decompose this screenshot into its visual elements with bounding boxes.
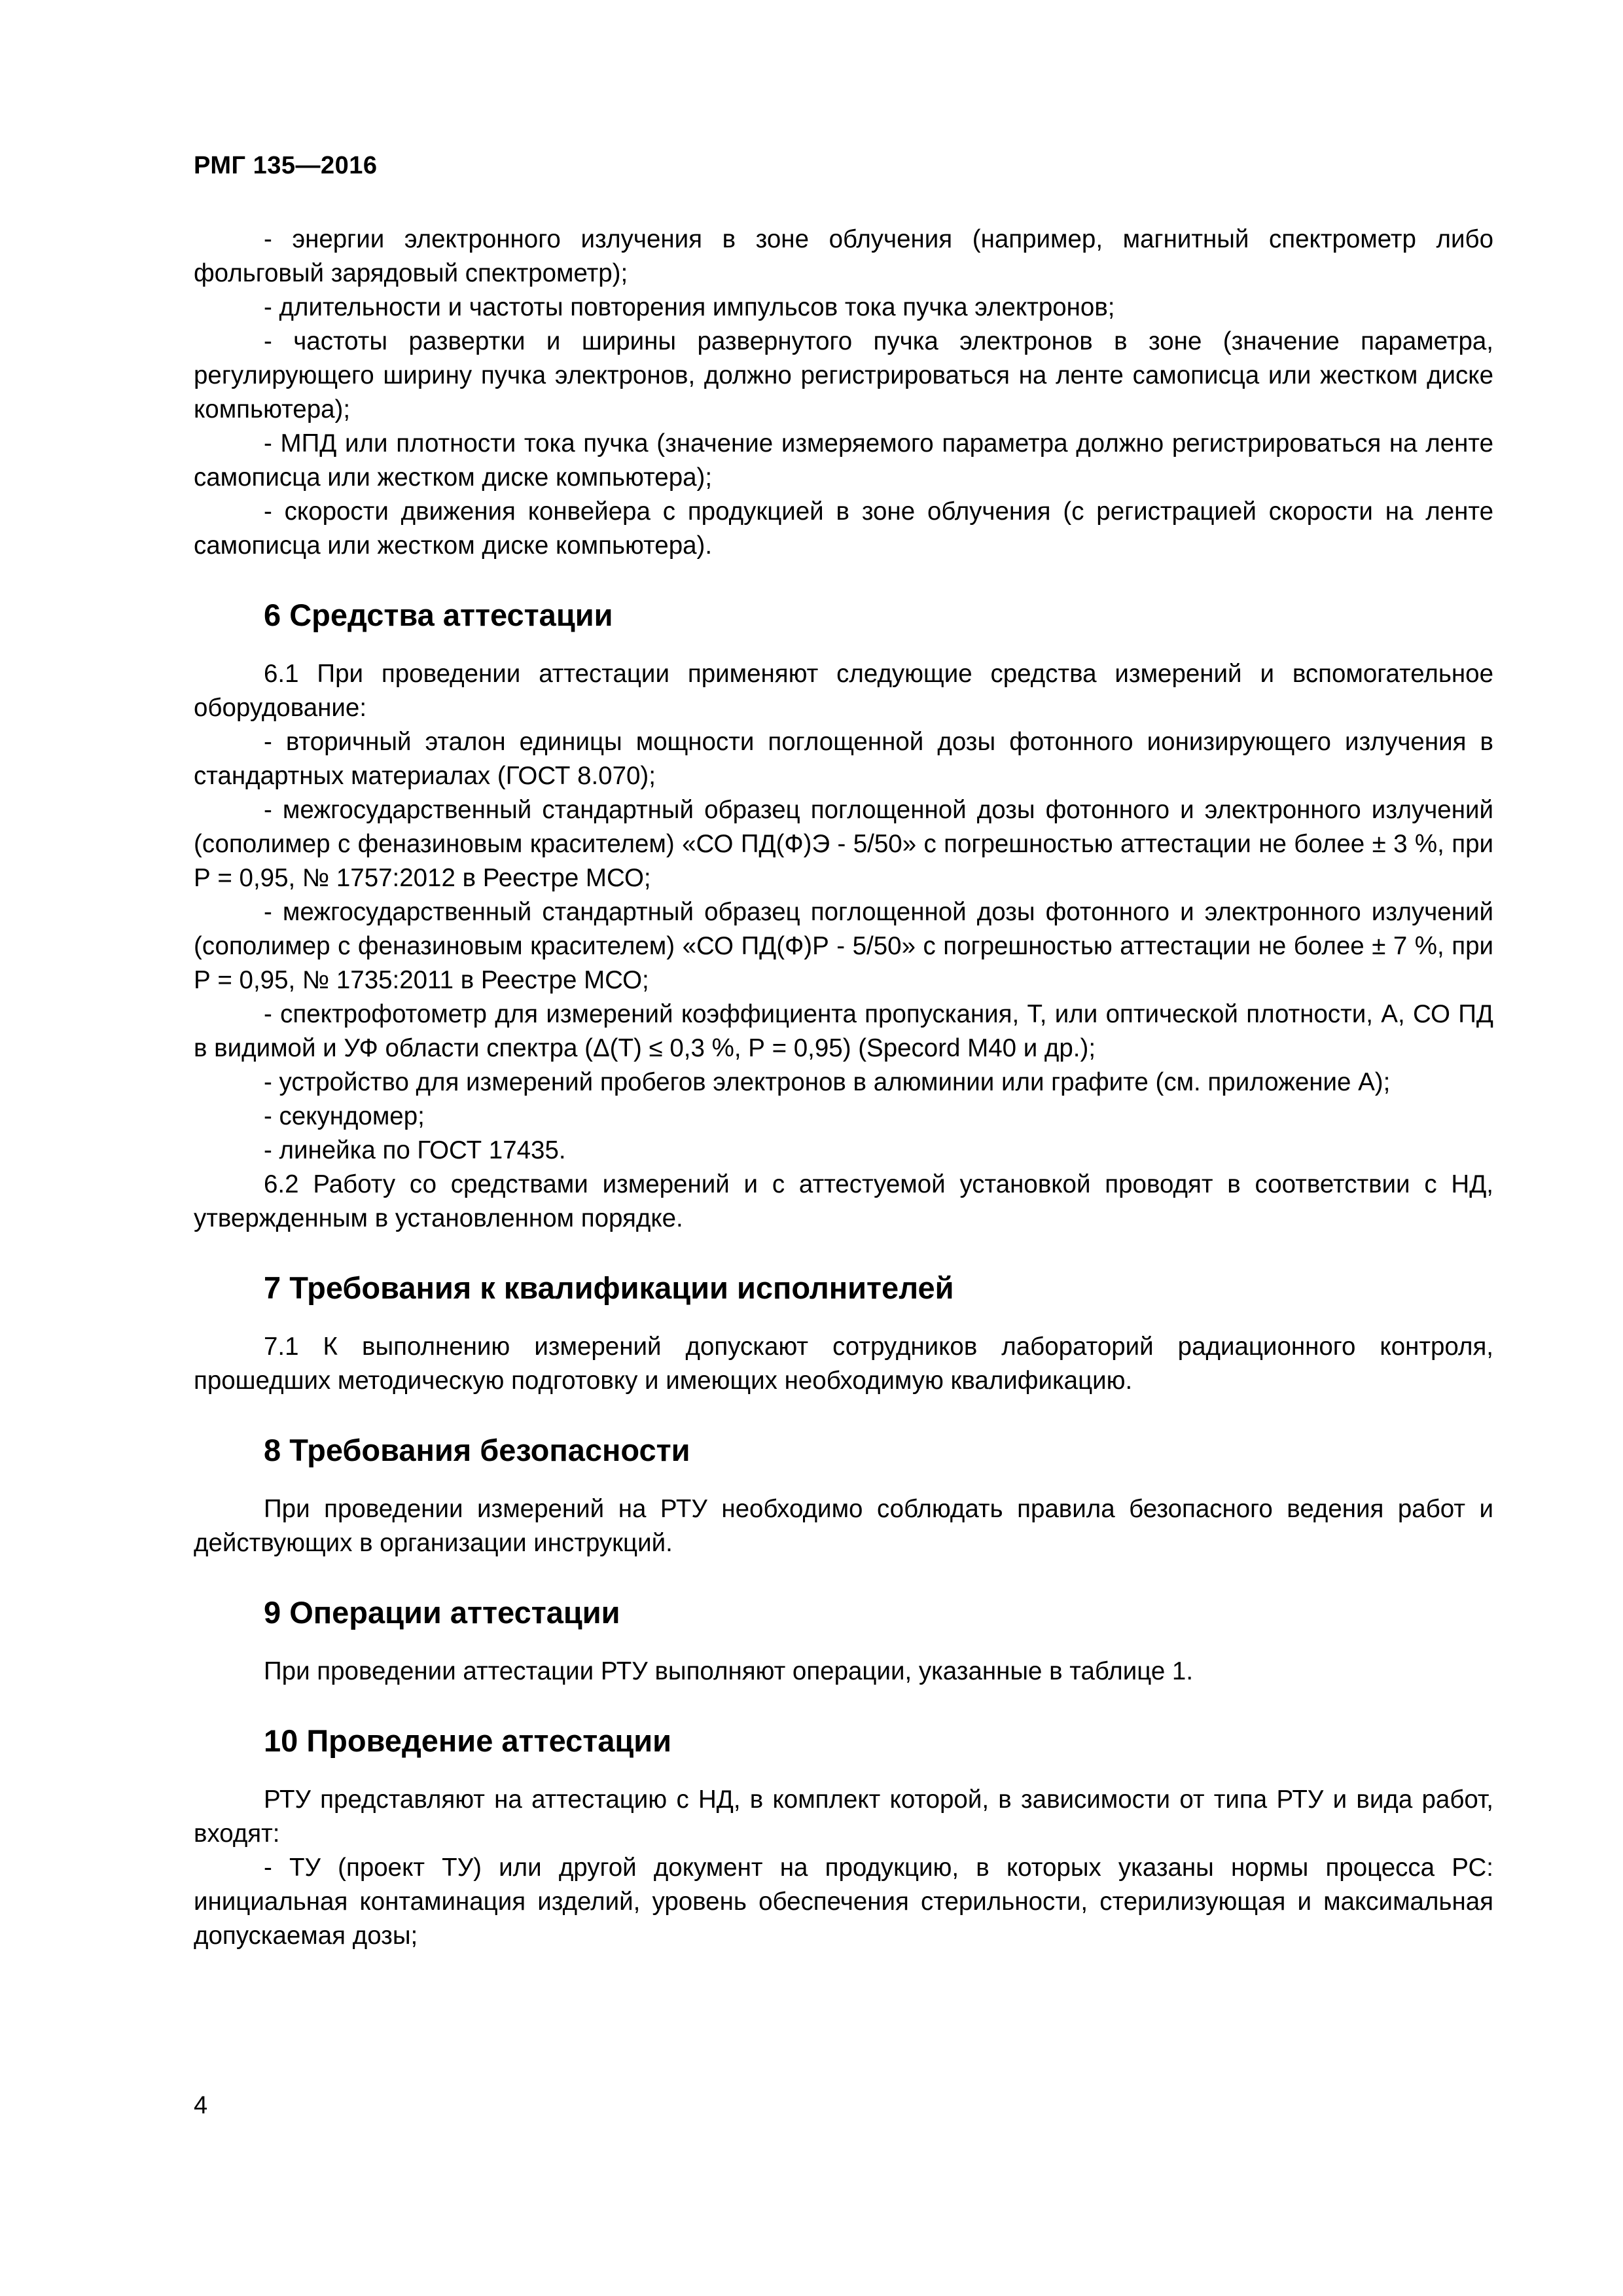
intro-item: - длительности и частоты повторения импульсов тока пучка электронов; xyxy=(264,293,1115,321)
section-10-heading: 10 Проведение аттестации xyxy=(264,1723,672,1758)
section-6-heading: 6 Средства аттестации xyxy=(264,598,613,632)
section-6-paragraph: - межгосударственный стандартный образец поглощенной дозы фотонного и электронного излучений (сополимер с феназиновым красителем) «СО ПД(Ф)Э - 5/50» с погрешностью аттестации не более ± 3 %, при Р = 0,95, № 1757:2012 в Реестре МСО; xyxy=(194,796,1493,892)
section-8-paragraph: При проведении измерений на РТУ необходимо соблюдать правила безопасного ведения работ и действующих в организации инструкций. xyxy=(194,1495,1493,1557)
section-6-paragraph: - секундомер; xyxy=(264,1102,425,1130)
section-6-paragraph: - вторичный эталон единицы мощности поглощенной дозы фотонного ионизирующего излучения в стандартных материалах (ГОСТ 8.070); xyxy=(194,728,1493,790)
section-6-paragraph: - межгосударственный стандартный образец поглощенной дозы фотонного и электронного излучений (сополимер с феназиновым красителем) «СО ПД(Ф)Р - 5/50» с погрешностью аттестации не более ± 7 %, при Р = 0,95, № 1735:2011 в Реестре МСО; xyxy=(194,898,1493,994)
section-10-paragraph: - ТУ (проект ТУ) или другой документ на продукцию, в которых указаны нормы процесса РС: инициальная контаминация изделий, уровень обеспечения стерильности, стерилизующая и максимальная допускаемая дозы; xyxy=(194,1854,1493,1950)
section-6-paragraph: - устройство для измерений пробегов электронов в алюминии или графите (см. приложение А); xyxy=(264,1068,1391,1096)
intro-item: - МПД или плотности тока пучка (значение измеряемого параметра должно регистрироваться на ленте самописца или жестком диске компьютера); xyxy=(194,429,1493,492)
section-9-paragraph: При проведении аттестации РТУ выполняют операции, указанные в таблице 1. xyxy=(264,1657,1194,1685)
section-6-paragraph: - линейка по ГОСТ 17435. xyxy=(264,1136,566,1164)
page-content xyxy=(194,223,1493,1953)
document-code-header: РМГ 135—2016 xyxy=(194,152,378,179)
section-7-paragraph: 7.1 К выполнению измерений допускают сотрудников лабораторий радиационного контроля, прошедших методическую подготовку и имеющих необходимую квалификацию. xyxy=(194,1333,1493,1395)
intro-item: - скорости движения конвейера с продукцией в зоне облучения (с регистрацией скорости на ленте самописца или жестком диске компьютера). xyxy=(194,497,1493,560)
section-6-paragraph: - спектрофотометр для измерений коэффициента пропускания, Т, или оптической плотности, А, СО ПД в видимой и УФ области спектра (Δ(Т) ≤ 0,3 %, Р = 0,95) (Specord М40 и др.); xyxy=(194,1000,1493,1062)
section-6-paragraph: 6.2 Работу со средствами измерений и с аттестуемой установкой проводят в соответствии с НД, утвержденным в установленном порядке. xyxy=(194,1170,1493,1232)
intro-item: - частоты развертки и ширины развернутого пучка электронов в зоне (значение параметра, регулирующего ширину пучка электронов, должно регистрироваться на ленте самописца или жестком диске компьютера); xyxy=(194,327,1493,423)
page-number: 4 xyxy=(194,2092,208,2119)
section-9-heading: 9 Операции аттестации xyxy=(264,1595,620,1630)
section-7-heading: 7 Требования к квалификации исполнителей xyxy=(264,1270,954,1305)
section-10-paragraph: РТУ представляют на аттестацию с НД, в комплект которой, в зависимости от типа РТУ и вида работ, входят: xyxy=(194,1785,1493,1848)
section-8-heading: 8 Требования безопасности xyxy=(264,1433,690,1467)
intro-item: - энергии электронного излучения в зоне облучения (например, магнитный спектрометр либо фольговый зарядовый спектрометр); xyxy=(194,225,1493,287)
section-6-paragraph: 6.1 При проведении аттестации применяют следующие средства измерений и вспомогательное оборудование: xyxy=(194,660,1493,722)
